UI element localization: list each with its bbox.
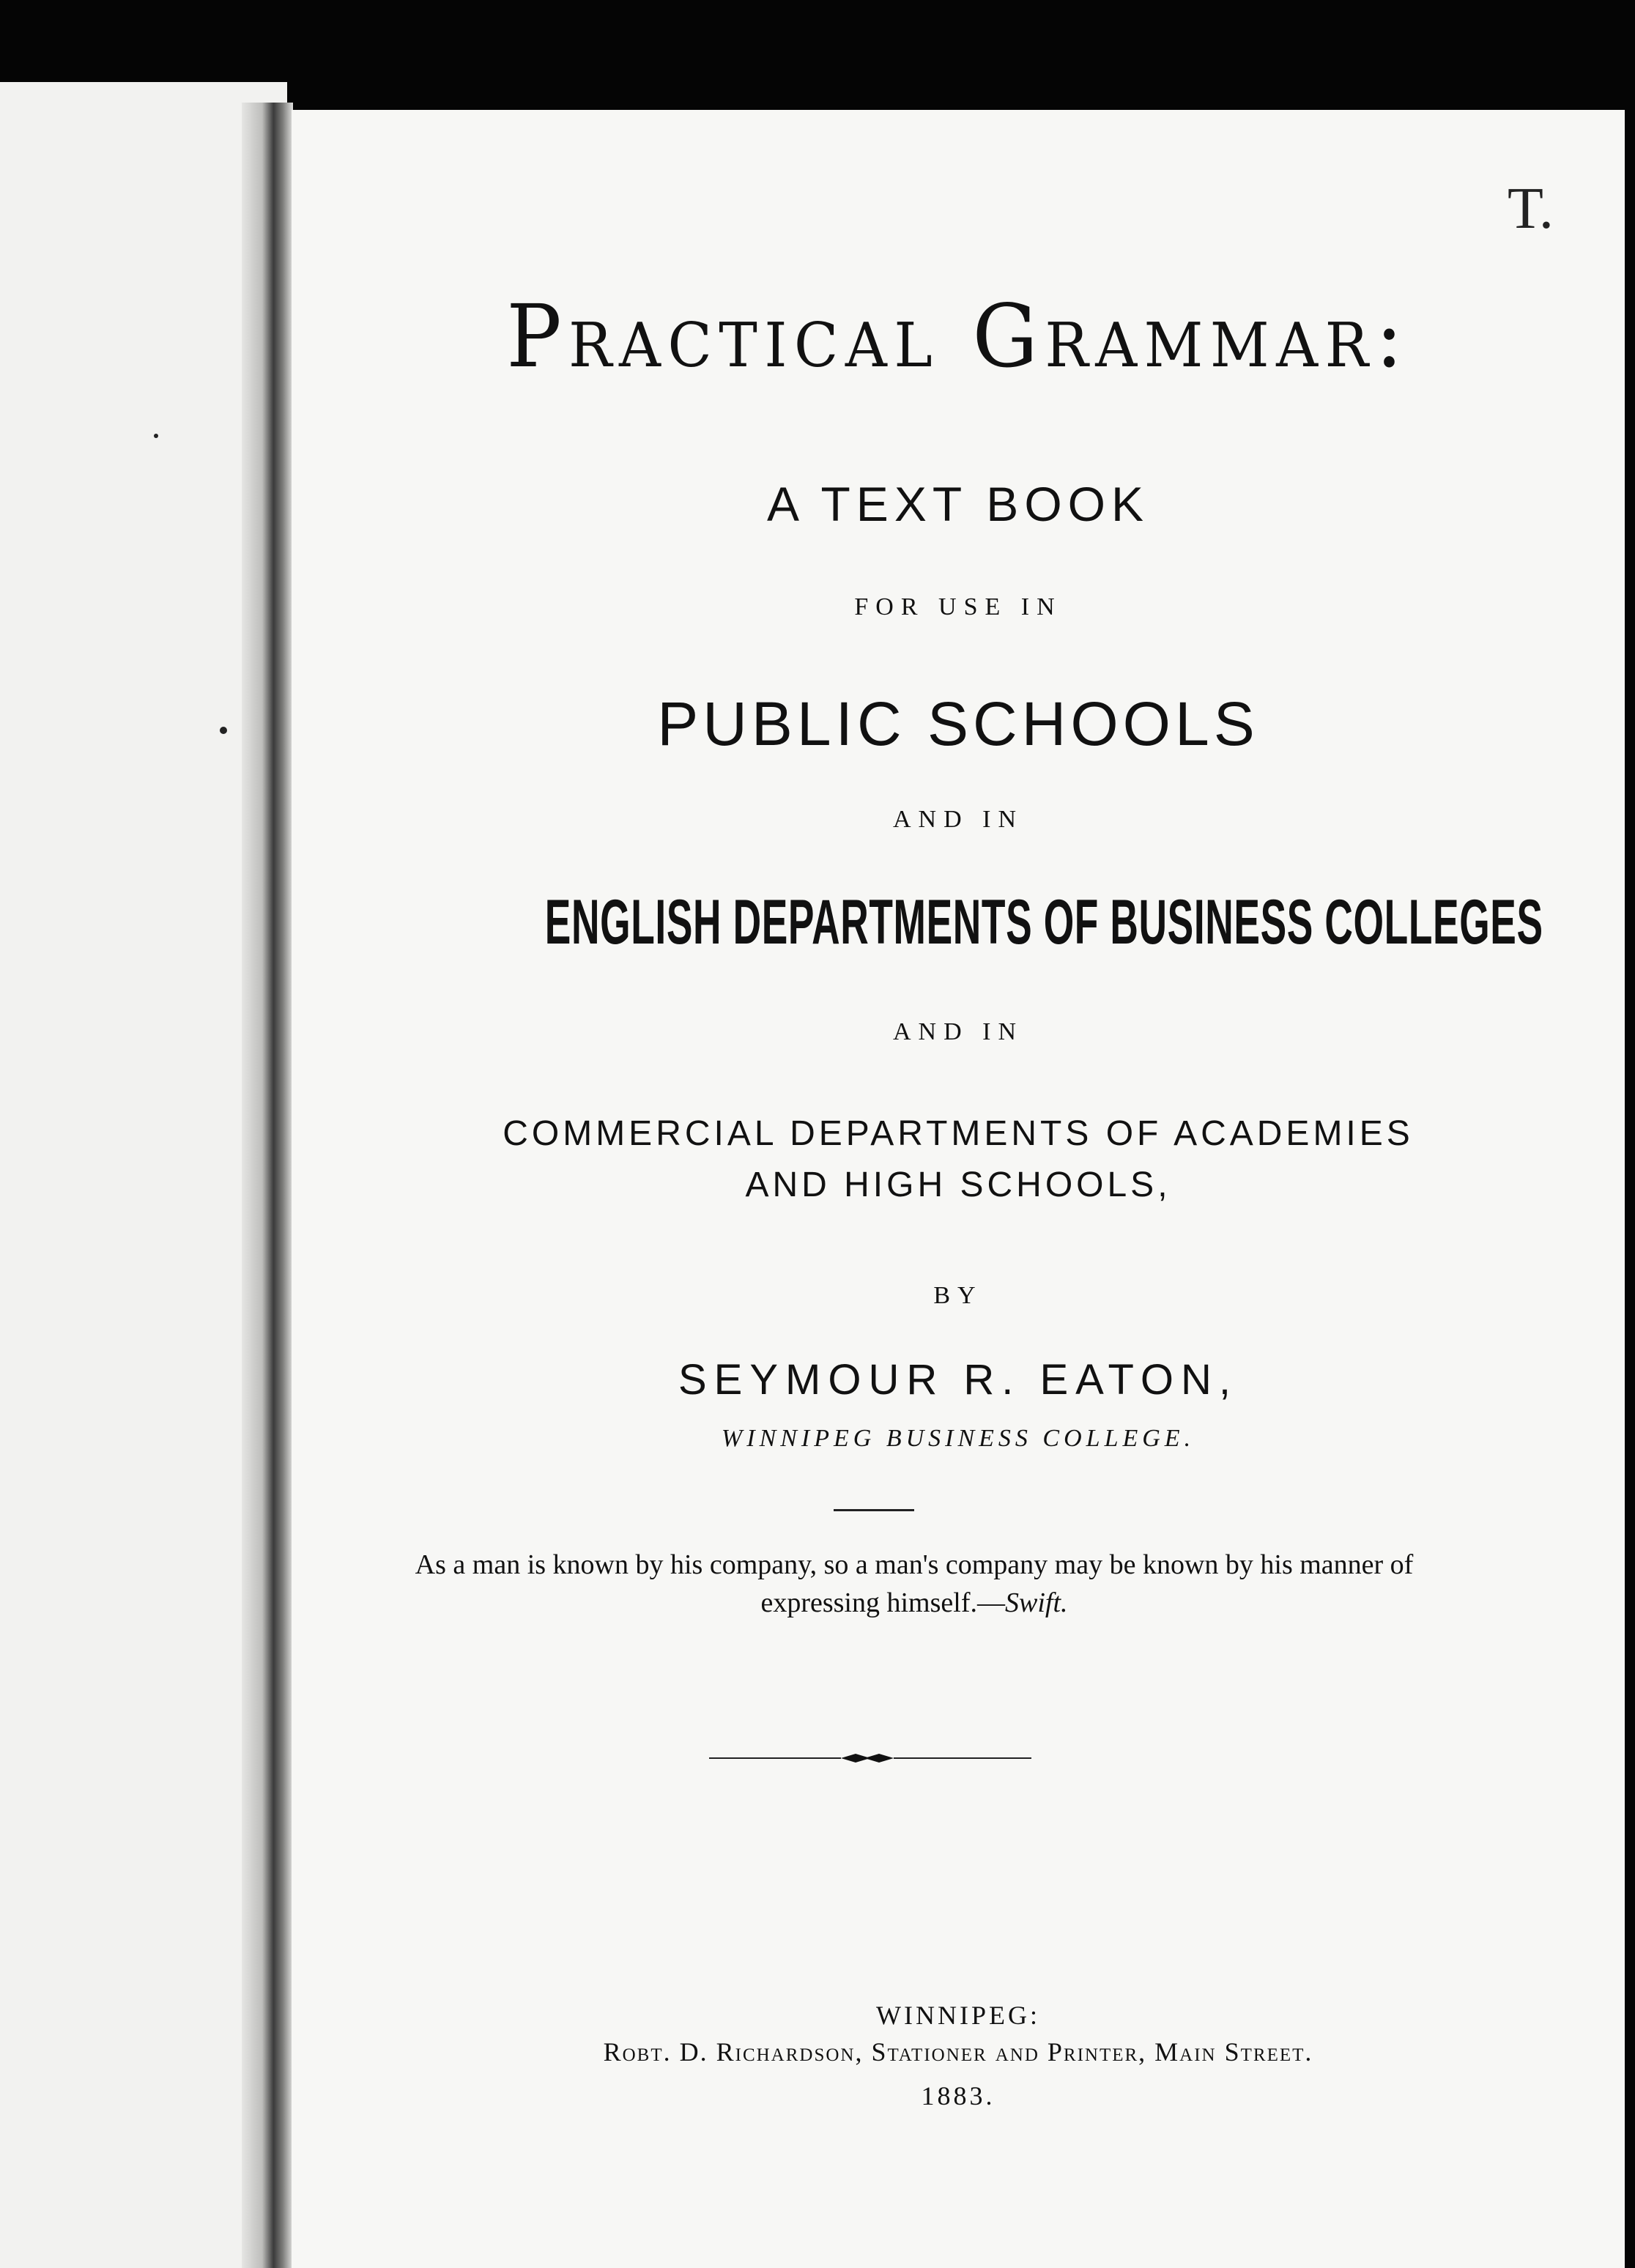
ink-speck (154, 434, 158, 438)
audience-public-schools: PUBLIC SCHOOLS (657, 689, 1259, 758)
imprint-printer: Robt. D. Richardson, Stationer and Printer, Main Street. (603, 2037, 1313, 2067)
epigraph-text: As a man is known by his company, so a man's company may be known by his manner of expressing himself.— (415, 1549, 1414, 1618)
imprint-city: WINNIPEG: (876, 2001, 1040, 2030)
and-in-connector: AND IN (892, 1018, 1024, 1045)
and-in-connector: AND IN (892, 806, 1024, 833)
epigraph-attribution: Swift. (1004, 1587, 1068, 1618)
author-affiliation: WINNIPEG BUSINESS COLLEGE. (721, 1425, 1195, 1452)
imprint-year: 1883. (921, 2081, 996, 2110)
for-use-in: FOR USE IN (854, 593, 1062, 620)
title-page (292, 110, 1625, 2268)
epigraph (387, 1546, 1442, 1622)
ornamental-rule (709, 1751, 1031, 1765)
book-title: Practical Grammar: (506, 286, 1410, 387)
ink-speck (220, 727, 227, 734)
margin-mark: T. (1508, 177, 1554, 241)
book-subtitle: A TEXT BOOK (766, 477, 1150, 531)
audience-academies: COMMERCIAL DEPARTMENTS OF ACADEMIES (503, 1114, 1414, 1153)
audience-business-colleges: ENGLISH DEPARTMENTS OF BUSINESS COLLEGES (544, 887, 1543, 957)
audience-high-schools: AND HIGH SCHOOLS, (745, 1166, 1171, 1204)
divider-rule (834, 1509, 914, 1511)
author-name: SEYMOUR R. EATON, (678, 1356, 1239, 1404)
book-gutter (242, 103, 293, 2268)
by-line: BY (933, 1282, 983, 1309)
